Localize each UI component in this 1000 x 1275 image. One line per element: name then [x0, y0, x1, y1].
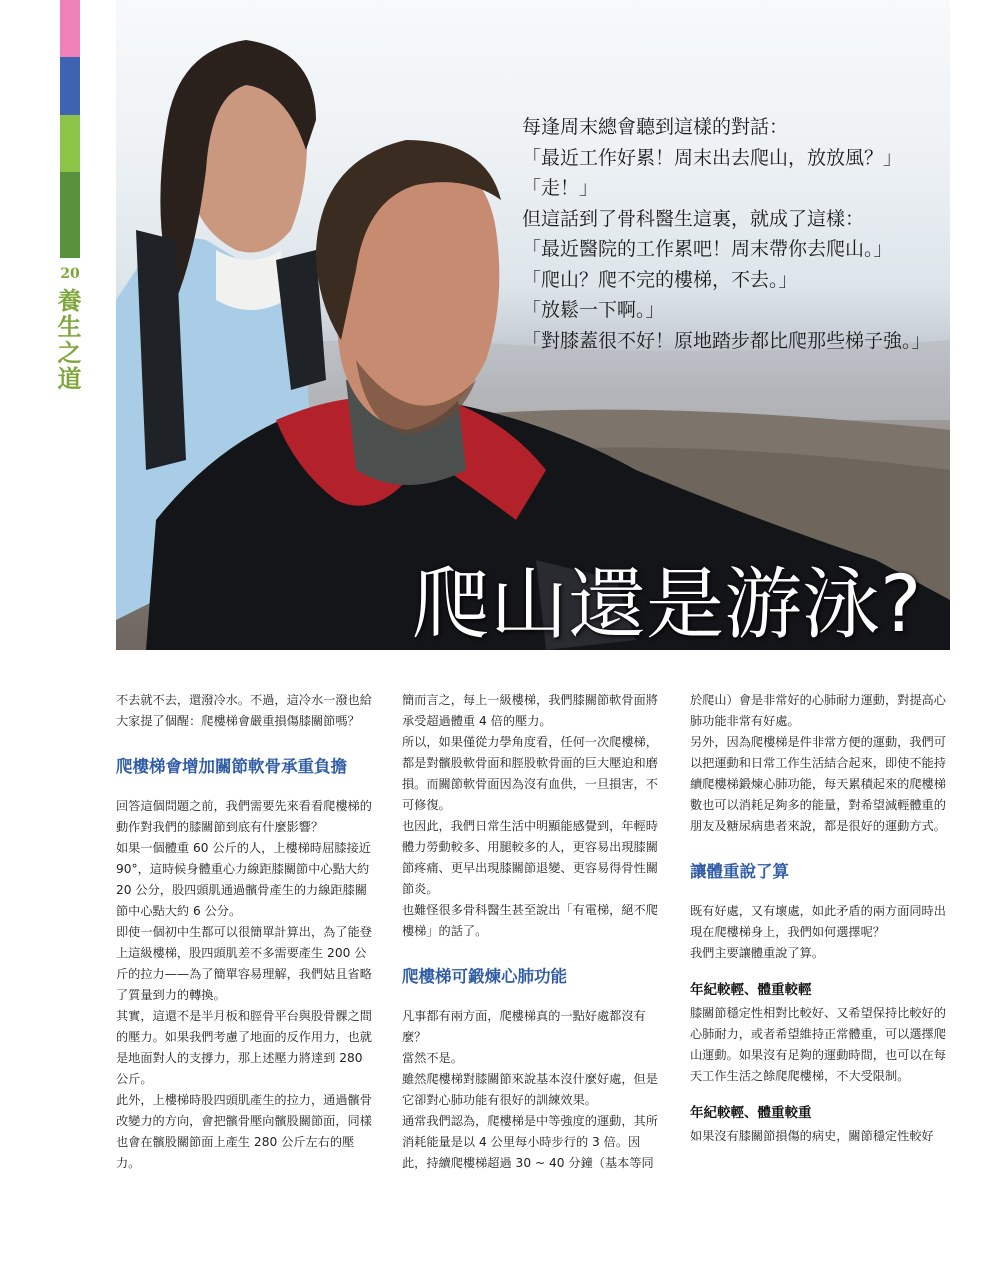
- section-heading: 爬樓梯可鍛煉心肺功能: [402, 967, 567, 986]
- paragraph: 另外，因為爬樓梯是件非常方便的運動，我們可以把運動和日常工作生活結合起來，即使不能持續爬樓梯鍛煉心肺功能，每天累積起來的爬樓梯數也可以消耗足夠多的能量，對希望減輕體重的朋友及糖尿病患者來說，都是很好的運動方式。: [690, 735, 946, 833]
- paragraph: 雖然爬樓梯對膝關節來說基本沒什麼好處，但是它卻對心肺功能有很好的訓練效果。: [402, 1072, 658, 1107]
- paragraph: 我們主要讓體重說了算。: [690, 946, 825, 960]
- paragraph: 如果一個體重 60 公斤的人，上樓梯時屈膝接近 90°，這時候身體重心力線距膝關節中心點大約 20 公分，股四頭肌通過髕骨產生的力線距膝關節中心點大約 6 公分。: [116, 841, 371, 918]
- intro-line: 「對膝蓋很不好！原地踏步都比爬那些梯子強。」: [522, 329, 931, 352]
- paragraph: 膝關節穩定性相對比較好、又希望保持比較好的心肺耐力，或者希望維持正常體重，可以選擇爬山運動。如果沒有足夠的運動時間，也可以在每天工作生活之餘爬爬樓梯，不大受限制。: [690, 1006, 946, 1083]
- sub-heading: 年紀較輕、體重較重: [690, 1105, 812, 1121]
- paragraph: 此外，上樓梯時股四頭肌產生的拉力，通過髕骨改變力的方向，會把髕骨壓向髕股關節面，同樣也會在髕股關節面上產生 280 公斤左右的壓力。: [116, 1093, 372, 1170]
- intro-dialogue: [522, 112, 942, 356]
- section-title: 養生之道: [53, 288, 82, 392]
- paragraph: 簡而言之，每上一級樓梯，我們膝關節軟骨面將承受超過體重 4 倍的壓力。: [402, 693, 658, 728]
- page-number: 20: [60, 266, 80, 282]
- paragraph: 回答這個問題之前，我們需要先來看看爬樓梯的動作對我們的膝關節到底有什麼影響？: [116, 799, 372, 834]
- paragraph: 所以，如果僅從力學角度看，任何一次爬樓梯，都是對髕股軟骨面和脛股軟骨面的巨大壓迫和磨損。而關節軟骨面因為沒有血供，一旦損害，不可修復。: [402, 735, 658, 812]
- paragraph: 也難怪很多骨科醫生甚至說出「有電梯，絕不爬樓梯」的話了。: [402, 903, 658, 938]
- intro-line: 「最近工作好累！周末出去爬山，放放風？」: [522, 146, 903, 169]
- intro-line: 「爬山？爬不完的樓梯，不去。」: [522, 268, 798, 291]
- sidebar-stripe-green: [60, 172, 80, 258]
- sidebar-stripe-lightgreen: [60, 115, 80, 172]
- paragraph: 既有好處，又有壞處，如此矛盾的兩方面同時出現在爬樓梯身上，我們如何選擇呢？: [690, 904, 946, 939]
- section-heading: 讓體重說了算: [690, 862, 789, 881]
- intro-line: 「最近醫院的工作累吧！周末帶你去爬山。」: [522, 238, 893, 260]
- sidebar-stripe-pink: [60, 0, 80, 57]
- article-column-2: [402, 690, 664, 1174]
- paragraph: 也因此，我們日常生活中明顯能感覺到，年輕時體力勞動較多、用腿較多的人，更容易出現膝關節疼痛、更早出現膝關節退變、更容易得骨性關節炎。: [402, 819, 658, 896]
- paragraph: 不去就不去，還潑冷水。不過，這冷水一潑也給大家提了個醒：爬樓梯會嚴重損傷膝關節嗎？: [116, 693, 372, 728]
- intro-line: 「走！」: [522, 177, 599, 199]
- section-heading: 爬樓梯會增加關節軟骨承重負擔: [116, 757, 347, 776]
- paragraph: 凡事都有兩方面，爬樓梯真的一點好處都沒有麼？: [402, 1009, 646, 1044]
- sub-heading: 年紀較輕、體重較輕: [690, 982, 812, 998]
- paragraph: 即使一個初中生都可以很簡單計算出，為了能登上這級樓梯，股四頭肌差不多需要產生 200 公斤的拉力——為了簡單容易理解，我們姑且省略了質量到力的轉換。: [116, 925, 372, 1002]
- intro-line: 每逢周末總會聽到這樣的對話：: [522, 116, 789, 138]
- article-title: 爬山還是游泳?: [412, 560, 922, 650]
- paragraph: 如果沒有膝關節損傷的病史，關節穩定性較好: [690, 1129, 934, 1143]
- sidebar-stripe-blue: [60, 57, 80, 115]
- article-column-3: [690, 690, 952, 1147]
- article-column-1: [116, 690, 378, 1174]
- intro-line: 「放鬆一下啊。」: [522, 299, 665, 321]
- paragraph: 通常我們認為，爬樓梯是中等強度的運動，其所消耗能量是以 4 公里每小時步行的 3 倍。因此，持續爬樓梯超過 30 ~ 40 分鐘（基本等同: [402, 1114, 658, 1170]
- paragraph: 其實，這還不是半月板和脛骨平台與股骨髁之間的壓力。如果我們考慮了地面的反作用力，也就是地面對人的支撐力，那上述壓力將達到 280 公斤。: [116, 1009, 372, 1086]
- paragraph: 於爬山）會是非常好的心肺耐力運動，對提高心肺功能非常有好處。: [690, 693, 946, 728]
- intro-line: 但這話到了骨科醫生這裏，就成了這樣：: [522, 207, 865, 230]
- paragraph: 當然不是。: [402, 1051, 463, 1065]
